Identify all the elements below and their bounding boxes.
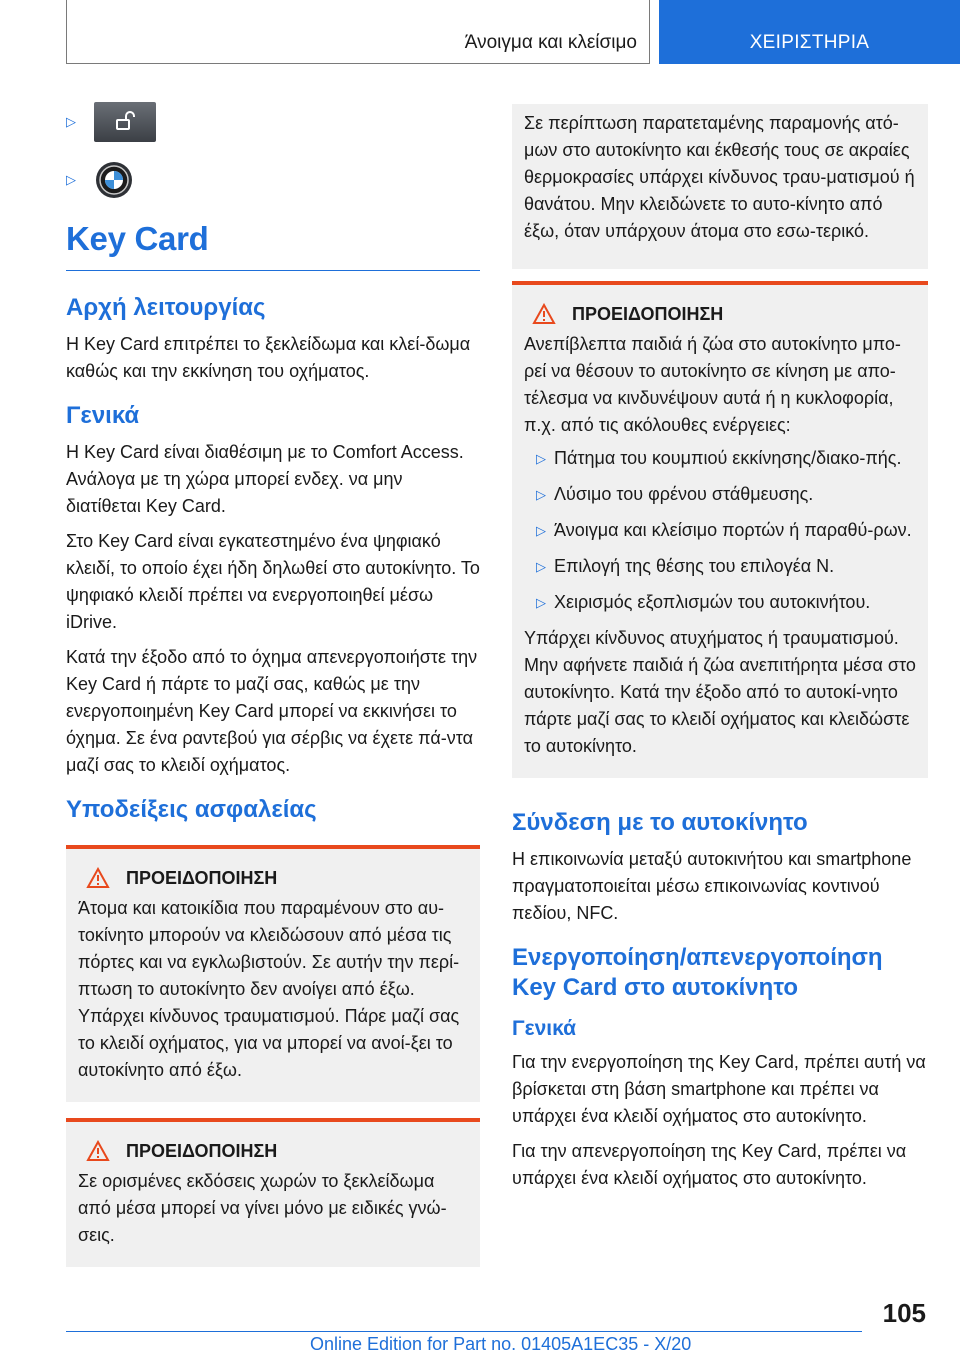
section-title: Άνοιγμα και κλείσιμο: [464, 32, 637, 53]
warning-header: [78, 867, 468, 889]
activate-paragraph-1: Για την ενεργοποίηση της Key Card, πρέπει αυτή να βρίσκεται στη βάση smartphone και πρέπει να υπάρχει ένα κλειδί οχήματος στο αυτοκίνητο.: [512, 1052, 926, 1126]
activate-heading: Ενεργοποίηση/απενεργοποίηση Key Card στο αυτοκίνητο: [512, 944, 883, 1001]
warning-outro: Υπάρχει κίνδυνος ατυχήματος ή τραυματισμού. Μην αφήνετε παιδιά ή ζώα ανεπιτήρητα μέσα στο αυτοκίνητο. Κατά την έξοδο από το αυτοκί-νητο πάρτε μαζί σας το κλειδί οχήματος και κλειδώστε το αυτοκίνητο.: [524, 628, 916, 756]
safety-heading: Υποδείξεις ασφαλείας: [66, 796, 317, 823]
warning-label: ΠΡΟΕΙΔΟΠΟΙΗΣΗ: [572, 303, 724, 324]
warning-box-3: [512, 281, 928, 778]
triangle-bullet-icon: ▷: [66, 114, 76, 129]
warning-header: [524, 303, 916, 325]
warning-label: ΠΡΟΕΙΔΟΠΟΙΗΣΗ: [126, 867, 278, 888]
warning-triangle-icon: [86, 1140, 110, 1162]
header-section-box: [66, 0, 650, 64]
warning-box-2: [66, 1118, 480, 1267]
edition-footer: Online Edition for Part no. 01405A1EC35 - X/20: [310, 1334, 692, 1354]
triangle-bullet-icon: ▷: [536, 451, 546, 466]
list-item: ▷ Χειρισμός εξοπλισμών του αυτοκινήτου.: [524, 589, 916, 616]
general-paragraph-1: Η Key Card είναι διαθέσιμη με το Comfort Access. Ανάλογα με τη χώρα μπορεί ενδεχ. να μην διατίθεται Key Card.: [66, 442, 464, 516]
warning-text: Άτομα και κατοικίδια που παραμένουν στο αυ-τοκίνητο μπορούν να κλειδώσουν από μέσα τις πόρτες και να εγκλωβιστούν. Σε αυτήν την περί-πτωση το αυτοκίνητο δεν ανοίγει από έξω. Υπάρχει κίνδυνος τραυματισμού. Πάρε μαζί σας το κλειδί οχήματος, για να μπορεί να ανοί-ξει το αυτοκίνητο από έξω.: [78, 898, 460, 1080]
activate-subheading: Γενικά: [512, 1017, 577, 1040]
left-column: [66, 100, 480, 1267]
function-text: Η Key Card επιτρέπει το ξεκλείδωμα και κλεί-δωμα καθώς και την εκκίνηση του οχήματος.: [66, 334, 471, 381]
warning-text: Σε περίπτωση παρατεταμένης παραμονής ατό-μων στο αυτοκίνητο και έκθεσής τους σε ακραίες θερμοκρασίες υπάρχει κίνδυνος τραυ-ματισμού ή θανάτου. Μην κλειδώνετε το αυτο-κίνητο από έξω, όταν υπάρχουν άτομα στο εσω-τερικό.: [524, 113, 915, 241]
triangle-bullet-icon: ▷: [66, 172, 76, 187]
warning-action-list: [524, 445, 916, 616]
warning-triangle-icon: [86, 867, 110, 889]
general-heading: Γενικά: [66, 402, 140, 429]
connect-text: Η επικοινωνία μεταξύ αυτοκινήτου και smartphone πραγματοποιείται μέσω επικοινωνίας κοντινού πεδίου, NFC.: [512, 849, 912, 923]
triangle-bullet-icon: ▷: [536, 487, 546, 502]
function-heading: Αρχή λειτουργίας: [66, 294, 266, 321]
bmw-logo-icon: [96, 162, 132, 198]
general-paragraph-2: Στο Key Card είναι εγκατεστημένο ένα ψηφιακό κλειδί, το οποίο έχει ήδη δηλωθεί στο αυτοκίνητο. Το ψηφιακό κλειδί πρέπει να ενεργοποιηθεί μέσω iDrive.: [66, 531, 480, 632]
list-item: ▷ Άνοιγμα και κλείσιμο πορτών ή παραθύ-ρων.: [524, 517, 916, 544]
triangle-bullet-icon: ▷: [536, 595, 546, 610]
list-item: ▷ Επιλογή της θέσης του επιλογέα N.: [524, 553, 916, 580]
warning-triangle-icon: [532, 303, 556, 325]
triangle-bullet-icon: ▷: [536, 523, 546, 538]
right-column: [512, 104, 928, 1200]
warning-label: ΠΡΟΕΙΔΟΠΟΙΗΣΗ: [126, 1140, 278, 1161]
warning-box-2-continued: [512, 104, 928, 269]
icon-row-logo: [66, 158, 480, 202]
chapter-tab: ΧΕΙΡΙΣΤΗΡΙΑ: [659, 0, 960, 64]
activate-paragraph-2: Για την απενεργοποίηση της Key Card, πρέπει να υπάρχει ένα κλειδί οχήματος στο αυτοκίνητο.: [512, 1141, 907, 1188]
warning-box-1: [66, 845, 480, 1102]
icon-row-unlock: [66, 100, 480, 144]
warning-text: Σε ορισμένες εκδόσεις χωρών το ξεκλείδωμα από μέσα μπορεί να γίνει μόνο με ειδικές γνώ-σεις.: [78, 1171, 447, 1245]
warning-header: [78, 1140, 468, 1162]
list-item: ▷ Λύσιμο του φρένου στάθμευσης.: [524, 481, 916, 508]
list-item: ▷ Πάτημα του κουμπιού εκκίνησης/διακο-πής.: [524, 445, 916, 472]
page-number: 105: [882, 1298, 926, 1328]
page-title: Key Card: [66, 220, 480, 271]
footer-divider: [66, 1331, 862, 1332]
connect-heading: Σύνδεση με το αυτοκίνητο: [512, 809, 808, 836]
triangle-bullet-icon: ▷: [536, 559, 546, 574]
warning-intro: Ανεπίβλεπτα παιδιά ή ζώα στο αυτοκίνητο μπο-ρεί να θέσουν το αυτοκίνητο σε κίνηση με απο-τέλεσμα να κινδυνέψουν αυτά ή η κυκλοφορία, π.χ. από τις ακόλουθες ενέργειες:: [524, 334, 901, 435]
unlock-button-icon: [94, 102, 156, 142]
general-paragraph-3: Κατά την έξοδο από το όχημα απενεργοποιήστε την Key Card ή πάρτε το μαζί σας, καθώς με την ενεργοποιημένη Key Card μπορεί να εκκινήσει το όχημα. Σε ένα ραντεβού για σέρβις να έχετε πά-ντα μαζί σας το κλειδί οχήματος.: [66, 647, 478, 775]
